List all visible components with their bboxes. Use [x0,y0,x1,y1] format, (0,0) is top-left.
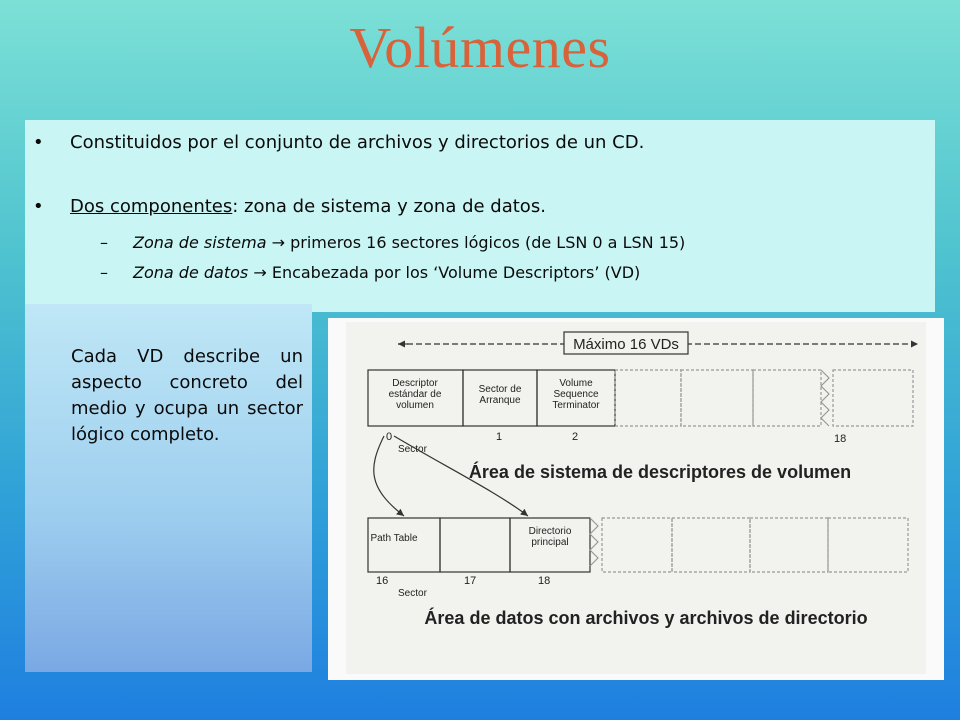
arrow-icon: → [271,233,285,252]
sector-number-1: 1 [496,431,503,443]
sector-number-18-bottom: 18 [538,575,551,587]
diagram-svg [328,318,944,680]
system-area-row [368,370,913,426]
sub-text: Encabezada por los ‘Volume Descriptors’ (VD) [271,263,641,282]
max-label: Máximo 16 VDs [573,336,679,353]
sub-bullet-2 [100,263,640,282]
system-area-label: Área de sistema de descriptores de volumen [468,462,852,482]
volume-diagram [328,318,944,680]
sector-number-0: 0 [386,431,393,443]
cell-label-descriptor: Descriptor estándar de volumen [388,378,442,411]
side-panel [25,304,312,672]
sector-number-18: 18 [834,433,847,445]
sector-number-2: 2 [572,431,579,443]
cell-label-root-dir: Directorio principal [528,526,572,548]
data-area-row [368,518,908,572]
bullet-dot: • [33,196,44,217]
sector-number-17: 17 [464,575,477,587]
cell-label-path-table: Path Table [370,533,418,544]
bullet-text [70,196,546,217]
bullet-dot: • [33,132,44,153]
bullet-panel [25,120,935,312]
cell-label-boot: Sector de Arranque [478,384,522,406]
sector-number-16: 16 [376,575,389,587]
sector-label-bottom: Sector [398,588,427,599]
arrow-icon: → [253,263,267,282]
sub-text: primeros 16 sectores lógicos (de LSN 0 a LSN 15) [290,233,686,252]
bullet-text-rest: : zona de sistema y zona de datos. [232,196,546,217]
side-description: Cada VD describe un aspecto concreto del medio y ocupa un sector lógico completo. [71,346,303,445]
sub-bullet-1 [100,233,685,252]
cell-label-terminator: Volume Sequence Terminator [552,378,600,411]
sub-term: Zona de datos [133,263,249,282]
slide-title: Volúmenes [349,15,611,80]
bullet-text: Constituidos por el conjunto de archivos y directorios de un CD. [70,132,645,153]
underlined-term: Dos componentes [70,196,233,217]
sub-dash: – [100,233,108,252]
sub-dash: – [100,263,108,282]
sub-term: Zona de sistema [133,233,267,252]
data-area-label: Área de datos con archivos y archivos de directorio [424,608,868,628]
sector-label-top: Sector [398,444,427,455]
